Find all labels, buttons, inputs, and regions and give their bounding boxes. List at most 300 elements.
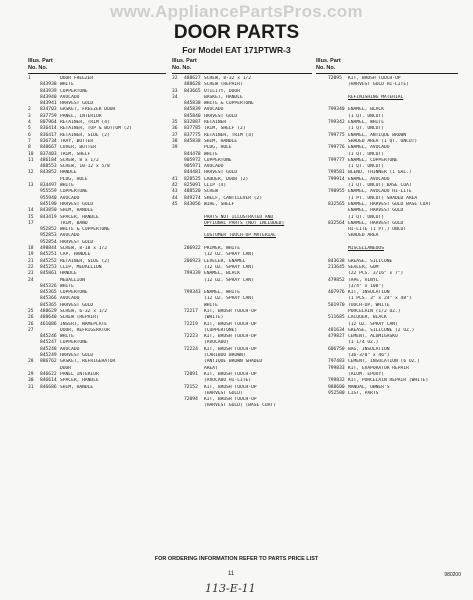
part-description: TRIM, BAND <box>60 220 88 226</box>
part-number: 488627 <box>184 76 201 81</box>
part-description: HARVEST GOLD <box>204 170 238 176</box>
part-number: 843419 <box>40 214 57 220</box>
part-number: 846686 <box>40 384 57 390</box>
part-number: 606750 <box>328 346 345 352</box>
header-rule <box>172 73 312 74</box>
illus-number: 15 <box>28 214 34 220</box>
part-number: 843939 <box>40 88 57 94</box>
part-number: 72219 <box>184 321 198 327</box>
part-number: 481634 <box>328 327 345 333</box>
header-illus: Illus. Part <box>316 58 341 64</box>
part-number: 845326 <box>40 283 57 289</box>
header-no: No. No. <box>316 65 336 71</box>
part-description: AVOCADO <box>60 296 80 302</box>
part-description: COPPERTONE <box>60 290 88 296</box>
part-description: RETAINER, SIDE (2) <box>60 132 110 138</box>
part-description: TOUCH-UP, WHITE <box>348 302 390 308</box>
part-description: ENAMEL, HARVEST GOLD <box>348 220 404 226</box>
part-number: 72152 <box>184 384 198 390</box>
illus-number: 45 <box>172 201 178 207</box>
part-description: COPPERTONE <box>60 340 88 346</box>
part-number: 837759 <box>40 113 57 119</box>
part-number: 501970 <box>328 302 345 308</box>
illus-number: 5 <box>28 126 31 132</box>
part-number: 213645 <box>328 264 345 270</box>
part-description: (COPPERTONE) <box>204 327 238 333</box>
part-number: 843938 <box>40 82 57 88</box>
parts-column-3 <box>316 58 458 397</box>
part-description: CEMENT, INSULATION (6 OZ.) <box>348 359 420 365</box>
part-description: ENAMEL, BLACK <box>348 107 384 113</box>
part-description: TRAY, BUTTER <box>60 138 94 144</box>
part-description: CLIP, MEDALLION <box>60 264 102 270</box>
part-description: PANEL INTERIOR <box>60 371 99 377</box>
part-row <box>316 391 458 397</box>
parts-list <box>172 76 312 410</box>
part-number: 845838 <box>184 138 201 144</box>
part-number: 843941 <box>40 101 57 107</box>
part-number: 488640 <box>40 315 57 321</box>
part-description: KIT, INSULATION <box>348 290 390 296</box>
part-number: 843852 <box>40 170 57 176</box>
illus-number: 35 <box>172 120 178 126</box>
illus-number <box>316 391 328 397</box>
page-number: 11 <box>228 571 235 577</box>
illus-number: 37 <box>172 132 178 138</box>
part-number: 905972 <box>184 157 201 163</box>
parts-list <box>316 76 458 397</box>
part-description: RETAINER, SIDE (2) <box>60 258 110 264</box>
part-description: DOOR <box>60 365 72 371</box>
part-description: (ANTIQUE BROWN SHADED <box>204 359 263 365</box>
part-description: KIT, BRUSH TOUCH-UP <box>204 308 257 314</box>
part-description: (HARVEST GOLD) <box>204 390 243 396</box>
part-description: PLUG, HOLE <box>204 145 232 151</box>
part-description: (HARVEST GOLD) (BASE COAT) <box>204 403 276 409</box>
part-description: ENAMEL, BLACK <box>204 271 240 277</box>
header-rule <box>316 73 458 74</box>
part-number: 498844 <box>40 246 57 252</box>
part-description: (1 QT. UNCUT) <box>348 214 384 220</box>
part-description: RETAINER <box>204 120 227 126</box>
part-number: 488520 <box>184 189 201 195</box>
part-number: 511685 <box>328 315 345 321</box>
part-description: SHIM, HANDLE <box>60 384 94 390</box>
part-number: 843056 <box>184 201 201 207</box>
part-number: 72094 <box>184 397 198 403</box>
part-description: HARVEST GOLD <box>60 302 94 308</box>
header-rule <box>28 73 166 74</box>
part-number: 837403 <box>40 151 57 157</box>
part-description: AVOCADO <box>60 233 80 239</box>
part-description: PARTS NOT ILLUSTRATED AND <box>204 214 274 220</box>
part-number: 952853 <box>40 233 57 239</box>
part-description: ENAMEL, ANTIQUE BROWN <box>348 132 407 138</box>
part-number: 488628 <box>184 82 201 88</box>
part-description: (1 PT. UNCUT) SHADED AREA <box>348 195 418 201</box>
part-description: WHITE & COPPERTONE <box>60 227 110 233</box>
part-number: 72224 <box>184 346 198 352</box>
part-description: INSERT, NAMEPLATE <box>60 321 108 327</box>
part-description: CAP, HANDLE <box>60 252 91 258</box>
part-description: (WHITE) <box>204 315 224 321</box>
part-number: 846622 <box>40 371 57 377</box>
part-description: BLEND, THINNER (1 GAL.) <box>348 170 412 176</box>
part-number: 955940 <box>40 195 57 201</box>
part-description: ENAMEL, AVOCADO <box>348 145 390 151</box>
part-description: WIRE, SHELF <box>204 201 235 207</box>
part-description: (1 1/4 OZ.) <box>348 340 379 346</box>
part-number: 799342 <box>328 120 345 126</box>
part-description: ENAMEL, WHITE <box>204 290 240 296</box>
part-description: GASKET, REFRIGERATOR <box>60 359 116 365</box>
illus-number: 1 <box>28 76 31 81</box>
part-number: 799777 <box>328 157 345 163</box>
illus-number: 23 <box>28 271 34 277</box>
illus-number: 31 <box>28 384 34 390</box>
part-number: 845839 <box>184 107 201 113</box>
part-number: 837775 <box>184 132 201 138</box>
part-description: (12 OZ. SPRAY CAN) <box>204 296 254 302</box>
part-description: CUSTOMER TOUCH-UP MATERIAL <box>204 233 276 239</box>
part-number: 845247 <box>40 340 57 346</box>
illus-number: 36 <box>172 126 178 132</box>
part-description: AVOCADO <box>204 107 224 113</box>
part-description: HI-LITE (1 PT.) UNCUT <box>348 227 407 233</box>
part-description: (12 OZ. SPRAY CAN) <box>204 252 254 258</box>
illus-number: 22 <box>28 264 34 270</box>
part-description: ENAMEL, WHITE <box>348 120 384 126</box>
part-number: 832887 <box>184 120 201 126</box>
part-number: 845248 <box>40 346 57 352</box>
part-description: LACQUER, BLACK <box>348 315 387 321</box>
part-description: REFINISHING MATERIAL <box>348 94 404 100</box>
handwritten-note: 113-E-11 <box>205 582 256 595</box>
part-number: 836734 <box>40 138 57 144</box>
part-description: (3/4" x 108") <box>348 283 384 289</box>
part-number: 843850 <box>40 208 57 214</box>
part-description: GREASE, SILICONE (2 OZ.) <box>348 327 415 333</box>
part-description: (1 QT. UNCUT) <box>348 164 384 170</box>
illus-number: 13 <box>28 183 34 189</box>
illus-number: 24 <box>28 277 34 283</box>
part-description: WHITE <box>60 334 74 340</box>
part-description: WHITE <box>60 283 74 289</box>
part-number: 798955 <box>328 189 345 195</box>
part-description: HARVEST GOLD <box>60 239 94 245</box>
part-description: ENAMEL, COPPERTONE <box>348 157 398 163</box>
part-description: KIT, BRUSH TOUCH-UP <box>348 76 401 81</box>
part-description: (HARVEST GOLD HI-LITE) <box>348 82 409 88</box>
part-description: RETAINER, TRIM (4) <box>204 132 254 138</box>
part-description: WHITE <box>60 82 74 88</box>
part-number: 206922 <box>184 246 201 252</box>
part-description: (AVOCADO HI-LITE) <box>204 378 252 384</box>
part-number: 461086 <box>40 321 57 327</box>
part-number: 845861 <box>40 271 57 277</box>
ordering-footer: FOR ORDERING INFORMATION REFER TO PARTS PRICE LIST <box>154 556 319 562</box>
part-description: TAPE, VINYL <box>348 277 379 283</box>
illus-number: 11 <box>28 157 34 163</box>
part-number: 845246 <box>40 334 57 340</box>
part-description: (AVOCADO) <box>204 340 229 346</box>
header-illus: Illus. Part <box>172 58 197 64</box>
illus-number: 42 <box>172 183 178 189</box>
part-number: 479827 <box>328 334 345 340</box>
part-number: 799833 <box>328 365 345 371</box>
part-description: ENAMEL, AVOCADO HI-LITE <box>348 189 412 195</box>
part-number: 72223 <box>184 334 198 340</box>
illus-number: 2 <box>28 107 31 113</box>
part-description: KIT, BRUSH TOUCH-UP <box>204 371 257 377</box>
part-description: (1 QT. UNCUT) BASE COAT <box>348 183 412 189</box>
column-header <box>316 58 458 72</box>
part-number: 848667 <box>40 145 57 151</box>
illus-number: 41 <box>172 176 178 182</box>
part-description: (CARIBOU BROWN) <box>204 353 246 359</box>
part-description: SPACER, HANDLE <box>60 378 99 384</box>
part-description: WHITE <box>60 183 74 189</box>
part-number: 799914 <box>328 176 345 182</box>
part-description: HARVEST GOLD <box>204 113 238 119</box>
illus-number: 28 <box>28 359 34 365</box>
part-number: 845252 <box>40 258 57 264</box>
part-number: 845365 <box>40 302 57 308</box>
part-description: BAG, INSULATION <box>348 346 390 352</box>
part-description: SCREW, 8-32 x 1/2 <box>204 76 252 81</box>
part-number: 836414 <box>40 126 57 132</box>
illus-number: 21 <box>28 258 34 264</box>
part-number: 905971 <box>184 164 201 170</box>
part-number: 799343 <box>184 290 201 296</box>
illus-number <box>172 403 184 409</box>
column-header <box>172 58 312 72</box>
illus-number: 33 <box>172 88 178 94</box>
part-number: 488629 <box>40 308 57 314</box>
part-description: SCREW <box>204 189 218 195</box>
part-number <box>184 403 204 409</box>
header-no: No. No. <box>172 65 192 71</box>
part-number: 72217 <box>184 308 198 314</box>
part-description: RETAINER, TRIM (4) <box>60 120 110 126</box>
illus-number: 17 <box>28 220 34 226</box>
part-number: 807964 <box>40 120 57 126</box>
part-description: ENAMEL, HARVEST GOLD <box>348 208 404 214</box>
header-no: No. No. <box>28 65 48 71</box>
part-description: SHELF, CANTILEVER (2) <box>204 195 263 201</box>
part-description: COVER, BUTTER <box>60 145 96 151</box>
illus-number: 26 <box>28 321 34 327</box>
part-number: 844478 <box>184 151 201 157</box>
part-number: 844481 <box>184 170 201 176</box>
part-description: SPACER, HANDLE <box>60 214 99 220</box>
part-description: (1 PCS. 3" x 24" x 48") <box>348 296 412 302</box>
part-description: SCREW, 8 x 1/2 <box>60 157 99 163</box>
header-illus: Illus. Part <box>28 58 53 64</box>
part-number: 832564 <box>328 220 345 226</box>
part-description: PANEL, INTERIOR <box>60 113 102 119</box>
part-number: 828525 <box>184 176 201 182</box>
part-description: WHITE <box>204 302 218 308</box>
part-number: 886762 <box>40 359 57 365</box>
part-description: LIST, PARTS <box>348 390 379 396</box>
part-number: 955559 <box>40 189 57 195</box>
part-description: TRIM, SHELF (2) <box>204 126 246 132</box>
illus-number: 7 <box>28 138 31 144</box>
part-description: TRIM, SHELF <box>60 151 91 157</box>
part-number: 843940 <box>40 94 57 100</box>
part-number: 832565 <box>328 201 345 207</box>
part-description: (36-3/8" x 46") <box>348 353 390 359</box>
part-number: 488553 <box>40 164 57 170</box>
part-row <box>28 385 166 391</box>
part-description: (12 OZ. SPRAY CAN) <box>204 277 254 283</box>
part-description: ENAMEL, AVOCADO <box>348 176 390 182</box>
part-description: COPPERTONE <box>204 157 232 163</box>
illus-number: 18 <box>28 246 34 252</box>
part-description: (22 PCS. 3/16" x 7") <box>348 271 404 277</box>
part-description: (12 OZ. SPRAY CAN) <box>348 321 398 327</box>
part-description: SHADED AREA <box>348 233 379 239</box>
part-description: (1 QT. UNCUT) <box>348 126 384 132</box>
part-description: SCREW, 8-18 x 1/2 <box>60 246 108 252</box>
part-description: HANDLE <box>60 271 77 277</box>
part-number: 799776 <box>328 145 345 151</box>
part-description: COPPERTONE <box>60 189 88 195</box>
illus-number: 26 <box>28 315 34 321</box>
watermark: www.AppliancePartsPros.com <box>110 2 363 21</box>
part-number: 845365 <box>40 290 57 296</box>
part-number: 845838 <box>184 101 201 107</box>
part-description: KIT, PORCELAIN REPAIR (WHITE) <box>348 378 429 384</box>
part-number: 843665 <box>184 88 201 94</box>
part-number: 846614 <box>40 378 57 384</box>
part-number: 799581 <box>328 170 345 176</box>
part-description: SHIM, HANDLE <box>60 208 94 214</box>
part-number: 988600 <box>328 384 345 390</box>
part-description: GASKET, FREEZER DOOR <box>60 107 116 113</box>
part-description: GREASE, SILICONE <box>348 258 393 264</box>
part-description: KIT, BRUSH TOUCH-UP <box>204 384 257 390</box>
part-number: 825091 <box>184 183 201 189</box>
illus-number: 27 <box>28 327 34 333</box>
illus-number: 12 <box>28 170 34 176</box>
part-description: COPPERTONE <box>60 88 88 94</box>
part-number: 72095 <box>328 76 342 81</box>
part-number: 845249 <box>40 353 57 359</box>
parts-list <box>28 76 166 391</box>
part-number: 952852 <box>40 227 57 233</box>
part-number: 479852 <box>328 277 345 283</box>
part-description: AVOCADO <box>60 94 80 100</box>
illus-number: 6 <box>28 132 31 138</box>
part-description: AREA) <box>204 365 218 371</box>
part-description: AVOCADO <box>60 195 80 201</box>
part-description: SCREW, 6-32 x 1/2 <box>60 308 108 314</box>
part-description: HANDLE <box>60 170 77 176</box>
part-number: 407976 <box>328 290 345 296</box>
part-description: PLUG, HOLE <box>60 176 88 182</box>
part-number: 799832 <box>328 378 345 384</box>
part-description: SEALER, GUM <box>348 264 379 270</box>
part-number: 952500 <box>328 390 345 396</box>
illus-number: 14 <box>28 208 34 214</box>
part-number: 845840 <box>184 113 201 119</box>
illus-number: 34 <box>172 94 178 100</box>
part-description: MEDALLION <box>60 277 85 283</box>
part-description: WHITE <box>204 151 218 157</box>
part-number: 799340 <box>328 107 345 113</box>
part-number: 837785 <box>184 126 201 132</box>
illus-number: 44 <box>172 195 178 201</box>
part-number: 72091 <box>184 371 198 377</box>
page-title: DOOR PARTS <box>173 22 300 43</box>
part-description: CEMENT, ALUMIGASKO <box>348 334 398 340</box>
part-description: HARVEST GOLD <box>60 353 94 359</box>
part-description: KIT, BRUSH TOUCH-UP <box>204 346 257 352</box>
part-number: 834497 <box>40 183 57 189</box>
illus-number: 39 <box>172 145 178 151</box>
part-description: KIT, BRUSH TOUCH-UP <box>204 334 257 340</box>
illus-number: 32 <box>172 76 178 81</box>
part-description: HARVEST GOLD <box>60 201 94 207</box>
part-number: 845251 <box>40 252 57 258</box>
part-description: MANUAL, OWNER'S <box>348 384 390 390</box>
part-description: LEVELER, ENAMEL <box>204 258 246 264</box>
part-description: DOOR, REFRIGERATOR <box>60 327 110 333</box>
parts-column-2 <box>172 58 312 410</box>
illus-number: 25 <box>28 308 34 314</box>
illus-number: 8 <box>28 145 31 151</box>
part-description: (ALUM. EPOXY) <box>348 371 384 377</box>
part-description: SCREW, 10-12 x 5/8 <box>60 164 110 170</box>
part-description: CLIP (4) <box>204 183 227 189</box>
part-description: AVOCADO <box>60 346 80 352</box>
part-description: KIT, BRUSH TOUCH-UP <box>204 321 257 327</box>
part-description: SHIM, HANDLE <box>204 138 238 144</box>
part-description: AVOCADO <box>204 164 224 170</box>
part-description: RETAINER, TOP & BOTTOM (2) <box>60 126 132 132</box>
part-description: (12 OZ. SPRAY CAN) <box>204 264 254 270</box>
part-number: 845190 <box>40 201 57 207</box>
part-description: ENAMEL, HARVEST GOLD BASE COAT <box>348 201 431 207</box>
part-description: SCREW (REPAIR) <box>60 315 99 321</box>
illus-number: 29 <box>28 371 34 377</box>
model-subtitle: For Model EAT 171PTWR-3 <box>182 45 291 55</box>
document-code: 980200 <box>444 572 461 578</box>
part-number: 834703 <box>40 107 57 113</box>
part-description: MISCELLANEOUS <box>348 246 384 252</box>
part-description: SCREW (REPAIR) <box>204 82 243 88</box>
illus-number: 10 <box>28 151 34 157</box>
part-number: 797483 <box>328 359 345 365</box>
part-description: KIT, BRUSH TOUCH-UP <box>204 397 257 403</box>
column-header <box>28 58 166 72</box>
part-description: HARVEST GOLD <box>60 101 94 107</box>
part-description: PORCELAIN (1/2 OZ.) <box>348 308 401 314</box>
part-number: 836417 <box>40 132 57 138</box>
part-description: SHADED AREA (1 QT. UNCUT) <box>348 138 418 144</box>
part-number: 849274 <box>184 195 201 201</box>
part-description: BASKET, HANDLE <box>204 94 243 100</box>
illus-number: 19 <box>28 252 34 258</box>
part-number: 952854 <box>40 239 57 245</box>
part-number: 799339 <box>184 271 201 277</box>
parts-column-1 <box>28 58 166 391</box>
part-number: 799775 <box>328 132 345 138</box>
part-description: DOOR FREEZER <box>60 76 94 81</box>
part-number: 843638 <box>328 258 345 264</box>
